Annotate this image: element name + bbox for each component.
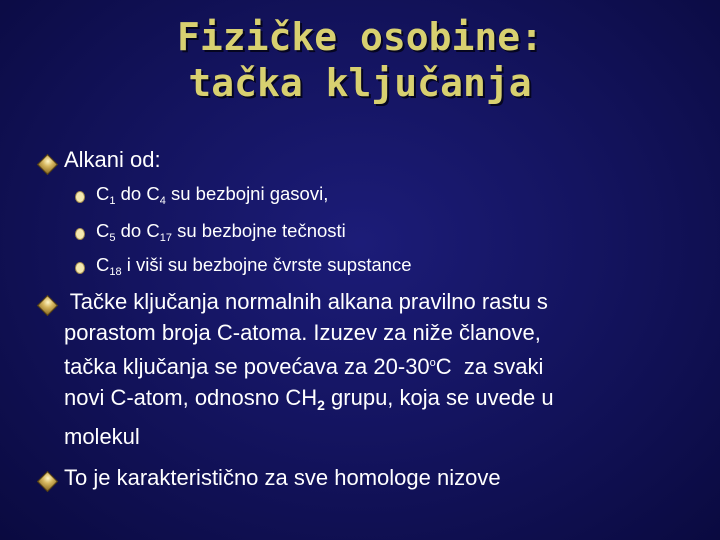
bullet-3-text: To je karakteristično za sve homologe nizove: [64, 465, 501, 490]
round-bullet-icon: [75, 262, 85, 274]
bullet-1-text: Alkani od:: [64, 147, 161, 172]
slide-title: [0, 14, 720, 106]
bullet-2-line-2: porastom broja C-atoma. Izuzev za niže članove,: [64, 320, 541, 345]
bullet-2-text: [64, 286, 704, 452]
bullet-2-line-3: tačka ključanja se povećava za 20-30$^o$C za svaki: [64, 354, 544, 379]
diamond-bullet-icon: [37, 295, 58, 316]
sub-bullet-3-text: $C_{18}$ i viši su bezbojne čvrste supstance: [96, 254, 412, 278]
diamond-bullet-icon: [37, 471, 58, 492]
bullet-2-line-1: Tačke ključanja normalnih alkana pravilno rastu s: [64, 289, 548, 314]
diamond-bullet-icon: [37, 154, 58, 175]
title-line-1: Fizičke osobine:: [176, 15, 544, 59]
bullet-2-line-5: molekul: [64, 424, 140, 449]
sub-bullet-2-text: $C_5$ do $C_{17}$ su bezbojne tečnosti: [96, 220, 346, 244]
round-bullet-icon: [75, 228, 85, 240]
bullet-2-line-4: novi C-atom, odnosno $CH_2$ grupu, koja se uvede u: [64, 385, 554, 413]
sub-bullet-1-text: $C_1$ do $C_4$ su bezbojni gasovi,: [96, 183, 329, 207]
round-bullet-icon: [75, 191, 85, 203]
title-line-2: tačka ključanja: [188, 61, 532, 105]
